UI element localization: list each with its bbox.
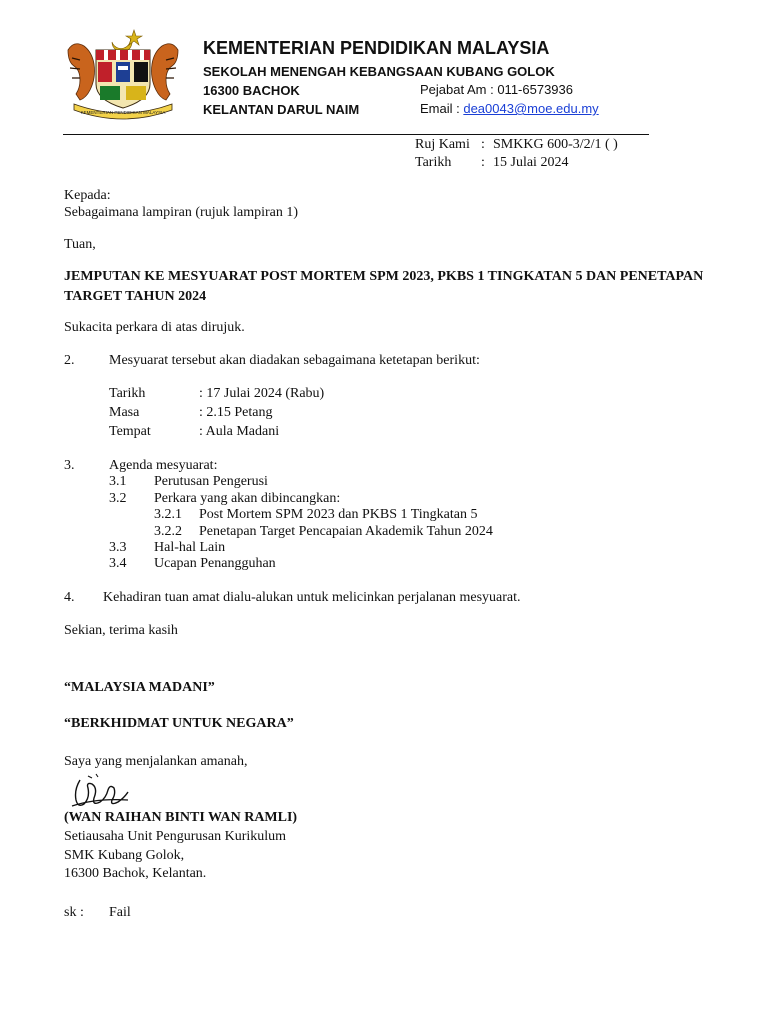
detail-venue-value: : Aula Madani bbox=[199, 424, 280, 439]
slogan-berkhidmat: “BERKHIDMAT UNTUK NEGARA” bbox=[64, 716, 294, 731]
date-separator: : bbox=[481, 155, 485, 170]
agenda-item-text: Perutusan Pengerusi bbox=[154, 474, 268, 489]
signatory-title: Setiausaha Unit Pengurusan Kurikulum bbox=[64, 829, 287, 844]
header-divider bbox=[63, 134, 649, 135]
ministry-title: KEMENTERIAN PENDIDIKAN MALAYSIA bbox=[203, 38, 550, 58]
ref-number: SMKKG 600-3/2/1 ( ) bbox=[493, 137, 618, 152]
letter-date: 15 Julai 2024 bbox=[493, 155, 569, 170]
detail-venue-label: Tempat bbox=[109, 424, 151, 439]
recipient-value: Sebagaimana lampiran (rujuk lampiran 1) bbox=[64, 205, 299, 220]
school-postcode-town: 16300 BACHOK bbox=[203, 83, 300, 98]
slogan-malaysia-madani: “MALAYSIA MADANI” bbox=[64, 680, 215, 695]
agenda-item-text: Ucapan Penangguhan bbox=[154, 556, 276, 571]
agenda-item-text: Perkara yang akan dibincangkan: bbox=[154, 491, 341, 506]
agenda-item-text: Hal-hal Lain bbox=[154, 540, 226, 555]
cc-value: Fail bbox=[109, 905, 131, 920]
agenda-subitem-text: Post Mortem SPM 2023 dan PKBS 1 Tingkatan 5 bbox=[199, 507, 478, 522]
subject-line-2: TARGET TAHUN 2024 bbox=[64, 289, 207, 304]
paragraph-1: Sukacita perkara di atas dirujuk. bbox=[64, 320, 245, 335]
paragraph-4-text: Kehadiran tuan amat dialu-alukan untuk melicinkan perjalanan mesyuarat. bbox=[103, 590, 521, 605]
recipient-label: Kepada: bbox=[64, 188, 111, 203]
detail-date-value: : 17 Julai 2024 (Rabu) bbox=[199, 386, 325, 401]
paragraph-3-number: 3. bbox=[64, 458, 75, 473]
agenda-item-number: 3.1 bbox=[109, 474, 127, 489]
malaysia-coat-of-arms-icon bbox=[60, 28, 186, 120]
agenda-item-number: 3.4 bbox=[109, 556, 127, 571]
school-state: KELANTAN DARUL NAIM bbox=[203, 102, 360, 117]
office-phone: Pejabat Am : 011-6573936 bbox=[420, 82, 573, 97]
agenda-subitem-number: 3.2.2 bbox=[154, 524, 182, 539]
email-link[interactable]: dea0043@moe.edu.my bbox=[463, 101, 599, 116]
agenda-item-number: 3.3 bbox=[109, 540, 127, 555]
paragraph-2-number: 2. bbox=[64, 353, 75, 368]
paragraph-3-text: Agenda mesyuarat: bbox=[109, 458, 218, 473]
cc-label: sk : bbox=[64, 905, 84, 920]
crest-motto-text: KEMENTERIAN PENDIDIKAN MALAYSIA bbox=[80, 110, 166, 115]
detail-time-value: : 2.15 Petang bbox=[199, 405, 273, 420]
date-label: Tarikh bbox=[415, 155, 452, 170]
email-label: Email : bbox=[420, 101, 464, 116]
signatory-school: SMK Kubang Golok, bbox=[64, 848, 185, 863]
detail-date-label: Tarikh bbox=[109, 386, 146, 401]
subject-line-1: JEMPUTAN KE MESYUARAT POST MORTEM SPM 2023, PKBS 1 TINGKATAN 5 DAN PENETAPAN bbox=[64, 269, 704, 284]
ref-label: Ruj Kami bbox=[415, 137, 470, 152]
agenda-subitem-number: 3.2.1 bbox=[154, 507, 182, 522]
school-name: SEKOLAH MENENGAH KEBANGSAAN KUBANG GOLOK bbox=[203, 64, 555, 79]
trust-line: Saya yang menjalankan amanah, bbox=[64, 754, 248, 769]
email-line bbox=[420, 101, 599, 116]
paragraph-2-text: Mesyuarat tersebut akan diadakan sebagaimana ketetapan berikut: bbox=[109, 353, 480, 368]
signatory-address: 16300 Bachok, Kelantan. bbox=[64, 866, 207, 881]
signatory-name: (WAN RAIHAN BINTI WAN RAMLI) bbox=[64, 810, 298, 825]
agenda-subitem-text: Penetapan Target Pencapaian Akademik Tahun 2024 bbox=[199, 524, 493, 539]
detail-time-label: Masa bbox=[109, 405, 140, 420]
closing-line: Sekian, terima kasih bbox=[64, 623, 178, 638]
ref-separator: : bbox=[481, 137, 485, 152]
agenda-item-number: 3.2 bbox=[109, 491, 127, 506]
paragraph-4-number: 4. bbox=[64, 590, 75, 605]
salutation: Tuan, bbox=[64, 237, 96, 252]
